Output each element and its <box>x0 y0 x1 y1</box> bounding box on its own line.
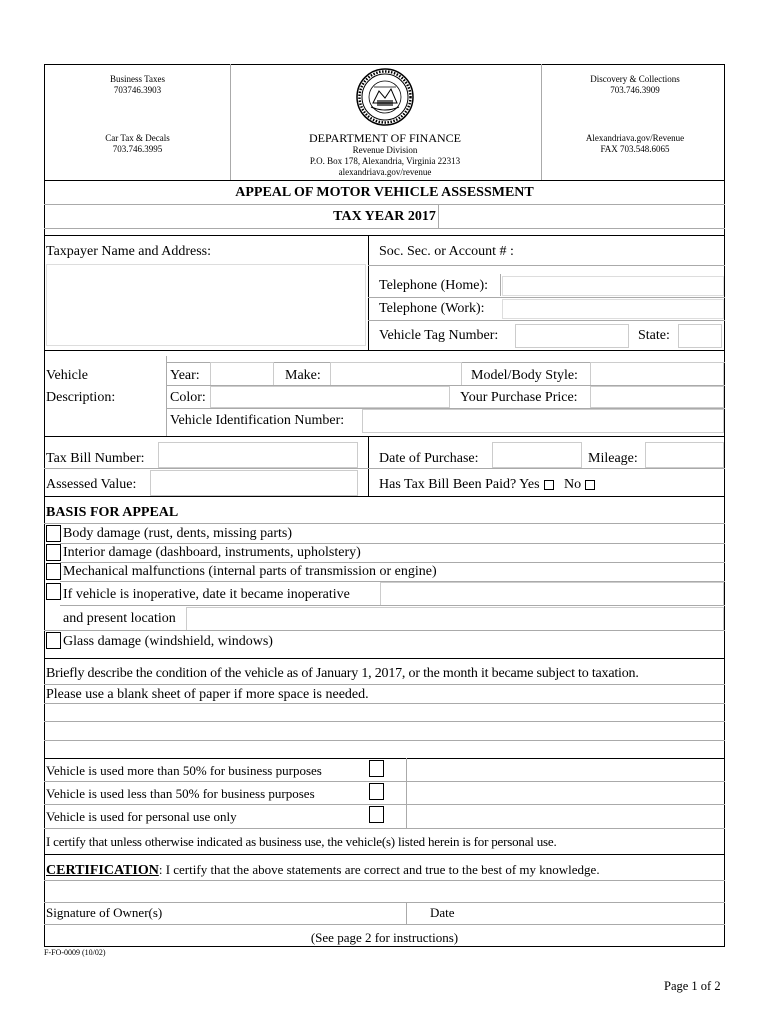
present-location-field[interactable] <box>186 607 724 631</box>
ssn-label: Soc. Sec. or Account # : <box>379 244 514 259</box>
inoperative-checkbox[interactable] <box>46 583 61 600</box>
basis-for-appeal-heading: BASIS FOR APPEAL <box>46 505 179 520</box>
usage-personal-label: Vehicle is used for personal use only <box>46 809 237 824</box>
tax-bill-number-label: Tax Bill Number: <box>46 451 145 466</box>
form-bottom-border <box>44 946 725 947</box>
revenue-website-fax: Alexandriava.gov/Revenue FAX 703.548.6065 <box>585 133 685 154</box>
make-label: Make: <box>285 368 321 383</box>
department-block: DEPARTMENT OF FINANCE Revenue Division P.O. Box 178, Alexandria, Virginia 22313 alexandriava.gov/revenue <box>309 131 461 177</box>
describe-instructions: Briefly describe the condition of the vehicle as of January 1, 2017, or the month it became subject to taxation. <box>46 666 639 681</box>
usage-less-than-50-label: Vehicle is used less than 50% for business purposes <box>46 786 315 801</box>
interior-damage-label: Interior damage (dashboard, instruments, upholstery) <box>63 545 361 560</box>
purchase-price-field[interactable] <box>590 386 724 408</box>
phone-home-label: Telephone (Home): <box>379 278 489 293</box>
taxpayer-name-address-label: Taxpayer Name and Address: <box>46 244 212 259</box>
usage-less-than-50-checkbox[interactable] <box>369 783 384 800</box>
glass-damage-checkbox[interactable] <box>46 632 61 649</box>
form-title: APPEAL OF MOTOR VEHICLE ASSESSMENT <box>235 185 534 200</box>
form-number: F-FO-0009 (10/02) <box>44 948 106 957</box>
business-taxes: Business Taxes 703746.3903 <box>110 74 165 95</box>
mileage-label: Mileage: <box>588 451 638 466</box>
color-label: Color: <box>170 390 206 405</box>
discovery-collections: Discovery & Collections 703.746.3909 <box>590 74 680 95</box>
phone-home-field[interactable] <box>502 276 724 296</box>
present-location-label: and present location <box>63 611 176 626</box>
mileage-field[interactable] <box>645 442 724 468</box>
date-label: Date <box>430 905 455 920</box>
tax-paid-question: Has Tax Bill Been Paid? Yes No <box>379 477 595 493</box>
form-top-border <box>44 64 725 65</box>
interior-damage-checkbox[interactable] <box>46 544 61 561</box>
certify-personal-use: I certify that unless otherwise indicated as business use, the vehicle(s) listed herein is for personal use. <box>46 834 557 849</box>
blank-sheet-note: Please use a blank sheet of paper if more space is needed. <box>46 687 369 702</box>
taxpayer-name-address-field[interactable] <box>46 264 366 346</box>
model-field[interactable] <box>590 362 724 386</box>
assessed-value-field[interactable] <box>150 470 358 496</box>
vehicle-tag-label: Vehicle Tag Number: <box>379 328 499 343</box>
car-tax-decals: Car Tax & Decals 703.746.3995 <box>105 133 170 154</box>
tax-year: TAX YEAR 2017 <box>333 209 436 224</box>
date-purchase-field[interactable] <box>492 442 582 468</box>
signature-label: Signature of Owner(s) <box>46 905 163 920</box>
usage-more-than-50-label: Vehicle is used more than 50% for business purposes <box>46 763 322 778</box>
state-field[interactable] <box>678 324 722 348</box>
page-number: Page 1 of 2 <box>664 979 721 993</box>
purchase-price-label: Your Purchase Price: <box>460 390 578 405</box>
glass-damage-label: Glass damage (windshield, windows) <box>63 634 273 649</box>
model-label: Model/Body Style: <box>471 368 578 383</box>
state-label: State: <box>638 328 670 343</box>
paid-yes-checkbox[interactable] <box>544 480 554 490</box>
mechanical-checkbox[interactable] <box>46 563 61 580</box>
mechanical-label: Mechanical malfunctions (internal parts of transmission or engine) <box>63 564 437 579</box>
body-damage-checkbox[interactable] <box>46 525 61 542</box>
usage-personal-checkbox[interactable] <box>369 806 384 823</box>
vin-field[interactable] <box>362 409 724 433</box>
date-purchase-label: Date of Purchase: <box>379 451 479 466</box>
vehicle-condition-description-field[interactable] <box>46 705 723 757</box>
vin-label: Vehicle Identification Number: <box>170 413 345 428</box>
inoperative-label: If vehicle is inoperative, date it became inoperative <box>63 587 350 602</box>
certification-statement: CERTIFICATION: I certify that the above statements are correct and true to the best of my knowledge. <box>46 862 600 878</box>
assessed-value-label: Assessed Value: <box>46 477 137 492</box>
inoperative-date-field[interactable] <box>380 582 724 606</box>
tax-bill-number-field[interactable] <box>158 442 358 468</box>
see-page-2-note: (See page 2 for instructions) <box>310 930 459 945</box>
description-label: Description: <box>46 390 116 405</box>
city-seal-icon <box>355 67 415 127</box>
paid-no-checkbox[interactable] <box>585 480 595 490</box>
phone-work-field[interactable] <box>502 299 724 319</box>
year-field[interactable] <box>210 362 274 386</box>
signature-field[interactable] <box>46 882 723 902</box>
color-field[interactable] <box>210 386 450 408</box>
phone-work-label: Telephone (Work): <box>379 301 485 316</box>
vehicle-tag-field[interactable] <box>515 324 629 348</box>
year-label: Year: <box>170 368 200 383</box>
usage-more-than-50-checkbox[interactable] <box>369 760 384 777</box>
make-field[interactable] <box>330 362 462 386</box>
body-damage-label: Body damage (rust, dents, missing parts) <box>63 526 293 541</box>
vehicle-label: Vehicle <box>46 368 88 383</box>
